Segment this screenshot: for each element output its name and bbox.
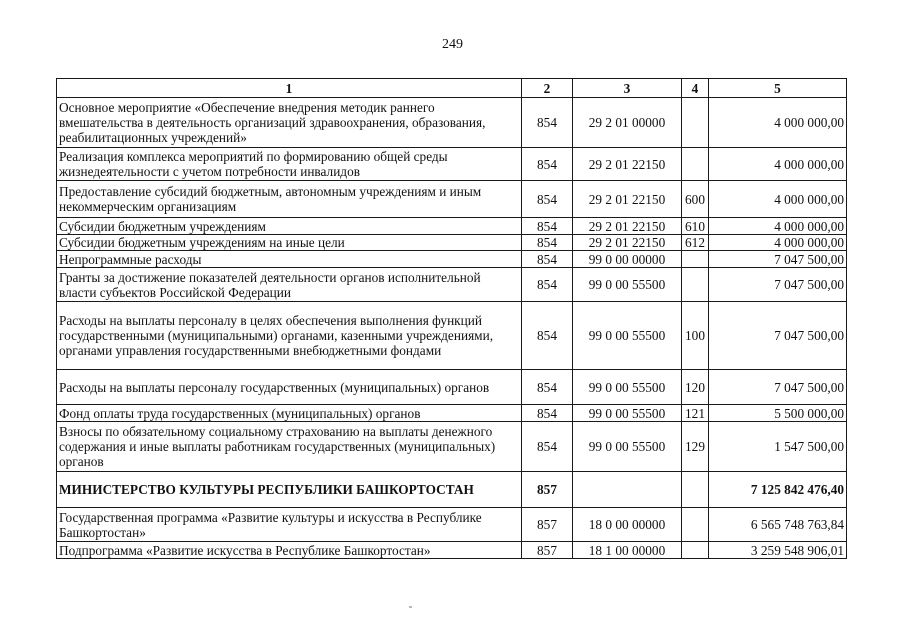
row-amount: 7 125 842 476,40 bbox=[709, 472, 847, 508]
table-row bbox=[57, 405, 847, 422]
row-target-code: 18 1 00 00000 bbox=[573, 542, 682, 559]
row-name: Основное мероприятие «Обеспечение внедрения методик раннего вмешательства в деятельность организаций здравоохранения, образования, реабилитационных учреждений» bbox=[57, 98, 522, 148]
table-row bbox=[57, 148, 847, 181]
row-expense-type: 610 bbox=[682, 218, 709, 235]
row-name: Субсидии бюджетным учреждениям bbox=[57, 218, 522, 235]
table-row bbox=[57, 251, 847, 268]
row-ministry-code: 854 bbox=[522, 302, 573, 370]
row-name: Расходы на выплаты персоналу государственных (муниципальных) органов bbox=[57, 370, 522, 405]
row-name: Взносы по обязательному социальному страхованию на выплаты денежного содержания и иные выплаты работникам государственных (муниципальных) органов bbox=[57, 422, 522, 472]
row-name: Подпрограмма «Развитие искусства в Республике Башкортостан» bbox=[57, 542, 522, 559]
row-ministry-code: 854 bbox=[522, 268, 573, 302]
row-target-code: 29 2 01 00000 bbox=[573, 98, 682, 148]
table-row bbox=[57, 268, 847, 302]
budget-table bbox=[56, 78, 847, 559]
row-name: Гранты за достижение показателей деятельности органов исполнительной власти субъектов Российской Федерации bbox=[57, 268, 522, 302]
row-name: Государственная программа «Развитие культуры и искусства в Республике Башкортостан» bbox=[57, 508, 522, 542]
row-target-code: 18 0 00 00000 bbox=[573, 508, 682, 542]
row-ministry-code: 854 bbox=[522, 370, 573, 405]
row-amount: 4 000 000,00 bbox=[709, 235, 847, 251]
table-row bbox=[57, 181, 847, 218]
row-ministry-code: 854 bbox=[522, 218, 573, 235]
row-name: МИНИСТЕРСТВО КУЛЬТУРЫ РЕСПУБЛИКИ БАШКОРТОСТАН bbox=[57, 472, 522, 508]
row-expense-type bbox=[682, 268, 709, 302]
row-amount: 6 565 748 763,84 bbox=[709, 508, 847, 542]
row-name: Фонд оплаты труда государственных (муниципальных) органов bbox=[57, 405, 522, 422]
header-col-2: 2 bbox=[522, 79, 573, 98]
row-expense-type: 129 bbox=[682, 422, 709, 472]
row-ministry-code: 854 bbox=[522, 181, 573, 218]
row-name: Расходы на выплаты персоналу в целях обеспечения выполнения функций государственными (муниципальными) органами, казенными учреждениями, органами управления государственными внебюджетными фондами bbox=[57, 302, 522, 370]
row-ministry-code: 854 bbox=[522, 251, 573, 268]
row-expense-type: 600 bbox=[682, 181, 709, 218]
header-col-4: 4 bbox=[682, 79, 709, 98]
row-target-code: 99 0 00 55500 bbox=[573, 422, 682, 472]
row-amount: 1 547 500,00 bbox=[709, 422, 847, 472]
row-expense-type bbox=[682, 148, 709, 181]
row-target-code: 99 0 00 55500 bbox=[573, 405, 682, 422]
table-row bbox=[57, 472, 847, 508]
table-row bbox=[57, 542, 847, 559]
row-expense-type bbox=[682, 508, 709, 542]
row-expense-type: 121 bbox=[682, 405, 709, 422]
table-row bbox=[57, 370, 847, 405]
row-ministry-code: 854 bbox=[522, 405, 573, 422]
row-ministry-code: 857 bbox=[522, 508, 573, 542]
row-name: Предоставление субсидий бюджетным, автономным учреждениям и иным некоммерческим организациям bbox=[57, 181, 522, 218]
header-col-1: 1 bbox=[57, 79, 522, 98]
row-amount: 3 259 548 906,01 bbox=[709, 542, 847, 559]
row-target-code: 99 0 00 55500 bbox=[573, 268, 682, 302]
row-expense-type bbox=[682, 472, 709, 508]
table-row bbox=[57, 422, 847, 472]
table-row bbox=[57, 98, 847, 148]
row-amount: 4 000 000,00 bbox=[709, 148, 847, 181]
row-ministry-code: 854 bbox=[522, 422, 573, 472]
row-ministry-code: 857 bbox=[522, 472, 573, 508]
row-target-code: 29 2 01 22150 bbox=[573, 148, 682, 181]
row-name: Непрограммные расходы bbox=[57, 251, 522, 268]
row-amount: 5 500 000,00 bbox=[709, 405, 847, 422]
row-expense-type bbox=[682, 251, 709, 268]
row-amount: 7 047 500,00 bbox=[709, 370, 847, 405]
header-col-3: 3 bbox=[573, 79, 682, 98]
table-row bbox=[57, 218, 847, 235]
row-amount: 4 000 000,00 bbox=[709, 218, 847, 235]
row-expense-type bbox=[682, 542, 709, 559]
row-target-code: 99 0 00 55500 bbox=[573, 370, 682, 405]
row-expense-type: 100 bbox=[682, 302, 709, 370]
row-ministry-code: 854 bbox=[522, 98, 573, 148]
table-row bbox=[57, 508, 847, 542]
row-amount: 7 047 500,00 bbox=[709, 251, 847, 268]
row-target-code bbox=[573, 472, 682, 508]
row-expense-type: 120 bbox=[682, 370, 709, 405]
row-ministry-code: 857 bbox=[522, 542, 573, 559]
row-target-code: 99 0 00 00000 bbox=[573, 251, 682, 268]
row-expense-type bbox=[682, 98, 709, 148]
row-amount: 4 000 000,00 bbox=[709, 181, 847, 218]
row-ministry-code: 854 bbox=[522, 148, 573, 181]
page-number: 249 bbox=[442, 37, 463, 52]
row-name: Реализация комплекса мероприятий по формированию общей среды жизнедеятельности с учетом потребности инвалидов bbox=[57, 148, 522, 181]
row-expense-type: 612 bbox=[682, 235, 709, 251]
row-ministry-code: 854 bbox=[522, 235, 573, 251]
row-amount: 7 047 500,00 bbox=[709, 268, 847, 302]
row-name: Субсидии бюджетным учреждениям на иные цели bbox=[57, 235, 522, 251]
row-target-code: 29 2 01 22150 bbox=[573, 235, 682, 251]
scan-mark bbox=[409, 606, 412, 608]
row-amount: 7 047 500,00 bbox=[709, 302, 847, 370]
header-col-5: 5 bbox=[709, 79, 847, 98]
row-target-code: 99 0 00 55500 bbox=[573, 302, 682, 370]
row-target-code: 29 2 01 22150 bbox=[573, 181, 682, 218]
row-amount: 4 000 000,00 bbox=[709, 98, 847, 148]
table-row bbox=[57, 302, 847, 370]
header-row bbox=[57, 79, 847, 98]
row-target-code: 29 2 01 22150 bbox=[573, 218, 682, 235]
table-row bbox=[57, 235, 847, 251]
